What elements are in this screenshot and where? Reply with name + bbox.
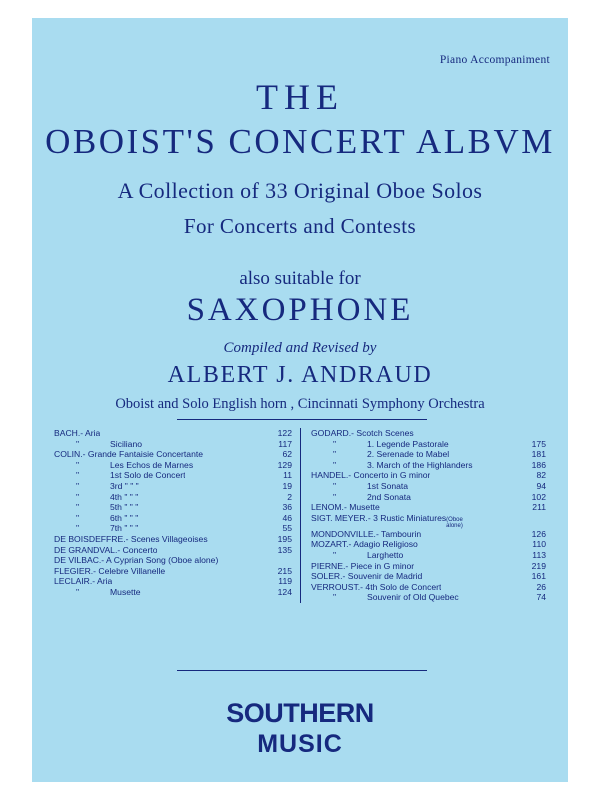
contents-entry-title: DE GRANDVAL.- Concerto	[54, 544, 158, 555]
contents-entry-page: 122	[277, 428, 292, 438]
contents-entry-page: 82	[536, 470, 546, 481]
contents-entry-indent: "	[333, 459, 337, 470]
contents-entry	[311, 561, 546, 572]
contents-entry-title: 2nd Sonata	[367, 491, 411, 502]
contents-entry-title: 3. March of the Highlanders	[367, 459, 473, 470]
contents-entry	[311, 439, 546, 450]
contents-entry	[54, 449, 292, 460]
contents-entry-note: (Oboe alone)	[446, 516, 463, 529]
contents-entry	[54, 555, 292, 566]
publisher-logo	[32, 698, 568, 759]
contents-entry	[311, 428, 546, 439]
contents-entry-title: DE VILBAC.- A Cyprian Song (Oboe alone)	[54, 555, 219, 566]
contents-entry-title: Souvenir of Old Quebec	[367, 592, 459, 603]
publisher-subtitle: MUSIC	[257, 730, 343, 758]
contents-column-left	[54, 428, 300, 603]
contents-entry-title: COLIN.- Grande Fantaisie Concertante	[54, 449, 204, 460]
contents-entry-title: DE BOISDEFFRE.- Scenes Villageoises	[54, 533, 208, 544]
contents-entry-page: 11	[283, 470, 292, 481]
instrument-saxophone: SAXOPHONE	[186, 292, 414, 328]
contents-entry-indent: "	[76, 480, 80, 491]
contents-entry-title: Musette	[110, 586, 141, 597]
contents-entry-indent: "	[76, 512, 80, 523]
contents-entry	[311, 550, 546, 561]
contents-entry-page: 94	[536, 480, 546, 491]
contents-entry-page: 113	[532, 549, 546, 560]
contents-entry-page: 181	[531, 449, 546, 460]
contents-entry-title: Siciliano	[110, 438, 143, 449]
contents-entry-page: 19	[282, 480, 292, 491]
contents-entry	[54, 470, 292, 481]
contents-entry-page: 2	[287, 491, 292, 502]
book-cover	[32, 18, 568, 782]
contents-entry-page: 102	[531, 491, 546, 502]
contents-entry-title: 6th " " "	[110, 512, 139, 523]
contents-entry-indent: "	[333, 491, 337, 502]
contents-entry-title: 2. Serenade to Mabel	[367, 449, 450, 460]
contents-entry-page: 36	[282, 502, 292, 513]
contents-entry-title: 1st Sonata	[367, 480, 409, 491]
contents-entry-page: 186	[531, 459, 546, 470]
author-role: Oboist and Solo English horn , Cincinnati Symphony Orchestra	[115, 396, 485, 412]
publisher-name: SOUTHERN	[226, 698, 374, 728]
contents-entry-indent: "	[333, 480, 337, 491]
contents-entry-page: 110	[532, 539, 546, 550]
contents-entry-title: MONDONVILLE.- Tambourin	[311, 528, 422, 539]
contents-entry-title: VERROUST.- 4th Solo de Concert	[311, 581, 442, 592]
contents-entry-page: 215	[277, 565, 292, 576]
contents-entry	[54, 502, 292, 513]
contents-entry-page: 129	[277, 459, 292, 470]
contents-entry-title: 1. Legende Pastorale	[367, 438, 449, 449]
title-line-2: OBOIST'S CONCERT ALBVM	[45, 122, 555, 161]
contents-entry-title: 4th " " "	[110, 491, 139, 502]
contents-entry-page: 117	[278, 438, 292, 449]
contents-entry-title: LECLAIR.- Aria	[54, 576, 113, 587]
contents-entry-page: 46	[282, 512, 292, 523]
divider-top	[177, 419, 427, 420]
contents-entry-page: 175	[531, 438, 546, 449]
contents-entry	[311, 502, 546, 513]
contents-entry	[54, 481, 292, 492]
contents-entry-page: 62	[282, 449, 292, 460]
contents-entry-indent: "	[333, 438, 337, 449]
contents-entry	[54, 576, 292, 587]
contents-entry-title: MOZART.- Adagio Religioso	[311, 539, 418, 550]
contents-entry	[311, 582, 546, 593]
title-line-1: THE	[256, 77, 344, 117]
contents-entry-indent: "	[76, 523, 80, 534]
contents-entry-indent: "	[76, 586, 80, 597]
contents-entry	[54, 492, 292, 503]
contents-entry-indent: "	[76, 502, 80, 513]
accompaniment-label: Piano Accompaniment	[439, 54, 550, 66]
contents-entry-page: 74	[536, 592, 546, 603]
contents-entry	[54, 566, 292, 577]
subtitle-collection: A Collection of 33 Original Oboe Solos	[117, 178, 483, 203]
contents-entry-title: HANDEL.- Concerto in G minor	[311, 470, 431, 481]
contents-entry-title: 3rd " " "	[110, 480, 139, 491]
contents-entry	[54, 587, 292, 598]
contents-entry	[54, 460, 292, 471]
contents-entry-title: 5th " " "	[110, 502, 139, 513]
contents-entry-page: 119	[278, 576, 292, 587]
contents-entry	[54, 523, 292, 534]
contents-entry	[311, 513, 546, 529]
contents-entry-title: BACH.- Aria	[54, 428, 101, 438]
contents-entry-indent: "	[76, 470, 80, 481]
contents-entry-title: LENOM.- Musette	[311, 502, 380, 513]
contents-entry	[54, 428, 292, 439]
contents-entry	[311, 470, 546, 481]
contents-entry	[311, 492, 546, 503]
contents-entry-page: 219	[531, 560, 546, 571]
contents-entry-page: 124	[277, 586, 292, 597]
contents-entry-indent: "	[76, 491, 80, 502]
contents-entry-indent: "	[333, 549, 337, 560]
contents-entry-title: 7th " " "	[110, 523, 139, 534]
contents-entry-page: 161	[531, 571, 546, 582]
contents-entry-indent: "	[76, 438, 80, 449]
contents-entry	[311, 460, 546, 471]
contents-entry-indent: "	[333, 449, 337, 460]
contents-entry-title: Les Echos de Marnes	[110, 459, 194, 470]
contents-entry-indent: "	[76, 459, 80, 470]
contents-list	[54, 428, 546, 603]
contents-entry-title: GODARD.- Scotch Scenes	[311, 428, 414, 438]
compiled-by-label: Compiled and Revised by	[223, 340, 377, 356]
contents-entry	[311, 529, 546, 540]
subtitle-concerts: For Concerts and Contests	[183, 214, 417, 238]
contents-entry	[311, 571, 546, 582]
contents-entry-title: SIGT. MEYER.- 3 Rustic Miniatures	[311, 512, 447, 523]
contents-entry-title: SOLER.- Souvenir de Madrid	[311, 571, 423, 582]
contents-entry-title: 1st Solo de Concert	[110, 470, 186, 481]
contents-entry-title: PIERNE.- Piece in G minor	[311, 560, 415, 571]
contents-entry	[311, 481, 546, 492]
contents-entry	[54, 534, 292, 545]
contents-entry-title: Larghetto	[367, 549, 404, 560]
contents-entry-page: 211	[532, 502, 546, 513]
contents-entry-page: 126	[531, 528, 546, 539]
contents-entry-indent: "	[333, 592, 337, 603]
contents-entry	[54, 545, 292, 556]
contents-entry-page: 26	[536, 581, 546, 592]
contents-entry-title: FLEGIER.- Celebre Villanelle	[54, 565, 166, 576]
contents-entry	[311, 539, 546, 550]
contents-column-right	[300, 428, 546, 603]
contents-entry	[311, 592, 546, 603]
contents-entry-page: 135	[277, 544, 292, 555]
contents-entry	[54, 439, 292, 450]
contents-entry	[311, 449, 546, 460]
contents-entry-page: 195	[277, 533, 292, 544]
also-suitable-label: also suitable for	[239, 268, 361, 289]
author-name: ALBERT J. ANDRAUD	[167, 362, 433, 388]
contents-entry-page: 55	[282, 523, 292, 534]
divider-bottom	[177, 670, 427, 671]
contents-entry	[54, 513, 292, 524]
